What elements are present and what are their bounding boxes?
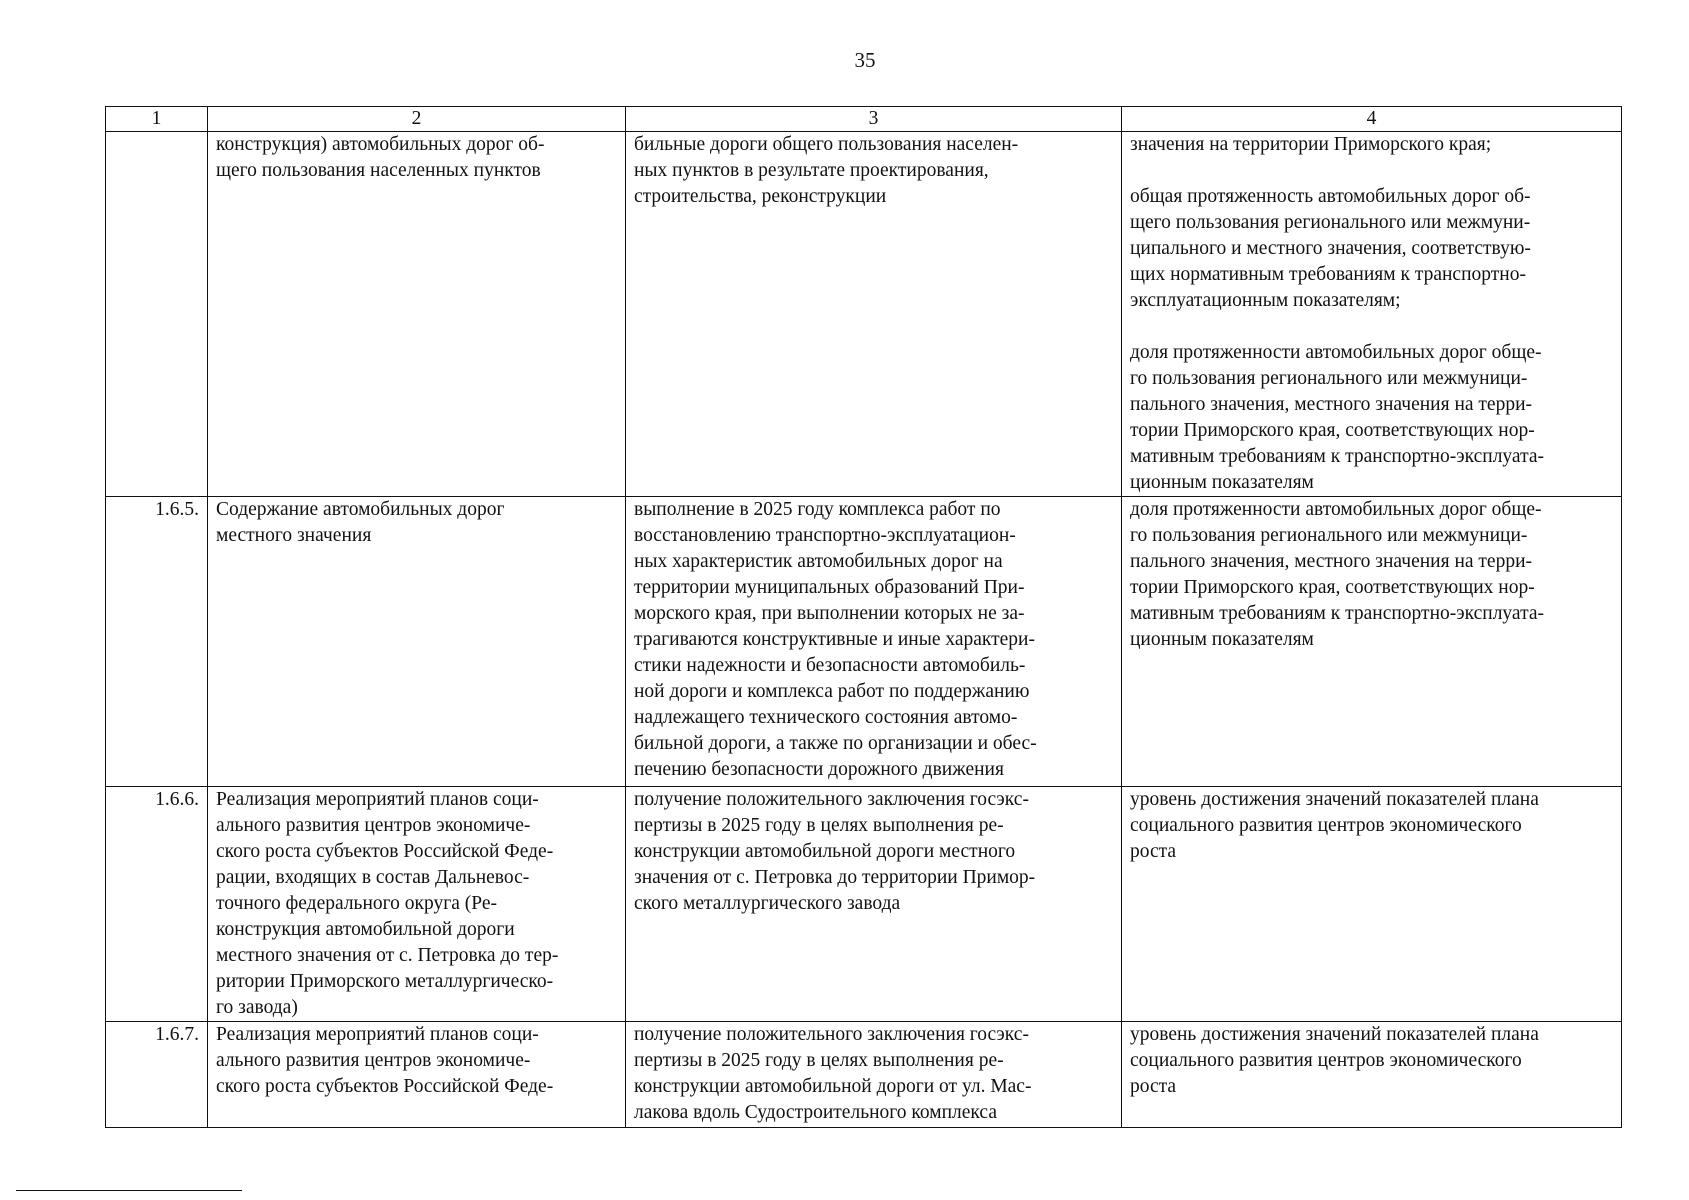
event-name-cell — [208, 497, 626, 787]
column-number-1: 1 — [106, 107, 208, 132]
column-number-3: 3 — [626, 107, 1122, 132]
indicator-cell — [1122, 787, 1622, 1022]
event-name-cell — [208, 1022, 626, 1128]
indicator-text: общая протяженность автомобильных дорог об- щего пользования регионального или межмуни- ципального и местного значения, соответствую- щих нормативным требованиям к транспортно- эксплуатационным показателям; — [1130, 186, 1531, 311]
row-number — [106, 132, 208, 497]
event-name-cell — [208, 132, 626, 497]
column-number-4: 4 — [1122, 107, 1622, 132]
row-number: 1.6.6. — [106, 787, 208, 1022]
indicator-text: доля протяженности автомобильных дорог обще- го пользования регионального или межмуници- пального значения, местного значения на терри- тории Приморского края, соответствующих нор- мативным требованиям к транспортно-эксплуата- ционным показателям — [1130, 499, 1544, 650]
expected-result: бильные дороги общего пользования населен- ных пунктов в результате проектирования, строительства, реконструкции — [634, 134, 1019, 207]
row-number: 1.6.7. — [106, 1022, 208, 1128]
result-cell — [626, 497, 1122, 787]
indicator-cell — [1122, 132, 1622, 497]
event-name: конструкция) автомобильных дорог об- щего пользования населенных пунктов — [216, 134, 545, 181]
event-name: Реализация мероприятий планов соци- ального развития центров экономиче- ского роста субъектов Российской Феде- рации, входящих в состав Дальневос- точного федерального округа (Ре- конструкция автомобильной дороги местного значения от с. Петровка до тер- ритории Приморского металлургическо- го завода) — [216, 789, 559, 1018]
indicator-text: уровень достижения значений показателей плана социального развития центров экономического роста — [1130, 789, 1539, 862]
result-cell — [626, 787, 1122, 1022]
event-name: Содержание автомобильных дорог местного значения — [216, 499, 505, 546]
event-name: Реализация мероприятий планов соци- ального развития центров экономиче- ского роста субъектов Российской Феде- — [216, 1024, 554, 1097]
measures-table — [105, 106, 1622, 1128]
result-cell — [626, 132, 1122, 497]
expected-result: получение положительного заключения госэкс- пертизы в 2025 году в целях выполнения ре- конструкции автомобильной дороги местного значения от с. Петровка до территории Примор- ского металлургического завода — [634, 789, 1036, 914]
row-number: 1.6.5. — [106, 497, 208, 787]
table-row — [106, 497, 1622, 787]
event-name-cell — [208, 787, 626, 1022]
column-number-2: 2 — [208, 107, 626, 132]
result-cell — [626, 1022, 1122, 1128]
footnote-separator — [16, 1190, 242, 1191]
table-header-row — [106, 107, 1622, 132]
indicator-cell — [1122, 497, 1622, 787]
indicator-text: уровень достижения значений показателей плана социального развития центров экономического роста — [1130, 1024, 1539, 1097]
table-row — [106, 132, 1622, 497]
table-row — [106, 787, 1622, 1022]
expected-result: получение положительного заключения госэкс- пертизы в 2025 году в целях выполнения ре- конструкции автомобильной дороги от ул. Мас- лакова вдоль Судостроительного комплекса — [634, 1024, 1032, 1123]
page-number: 35 — [854, 48, 876, 72]
indicator-text: доля протяженности автомобильных дорог обще- го пользования регионального или межмуници- пального значения, местного значения на терри- тории Приморского края, соответствующих нор- мативным требованиям к транспортно-эксплуата- ционным показателям — [1130, 342, 1544, 493]
indicator-text: значения на территории Приморского края; — [1130, 134, 1492, 155]
table-row — [106, 1022, 1622, 1128]
indicator-cell — [1122, 1022, 1622, 1128]
expected-result: выполнение в 2025 году комплекса работ по восстановлению транспортно-эксплуатацион- ных характеристик автомобильных дорог на территории муниципальных образований При- морского края, при выполнении которых не за- трагиваются конструктивные и иные характери- стики надежности и безопасности автомобиль- ной дороги и комплекса работ по поддержанию надлежащего технического состояния автомо- бильной дороги, а также по организации и обес- печению безопасности дорожного движения — [634, 499, 1037, 780]
